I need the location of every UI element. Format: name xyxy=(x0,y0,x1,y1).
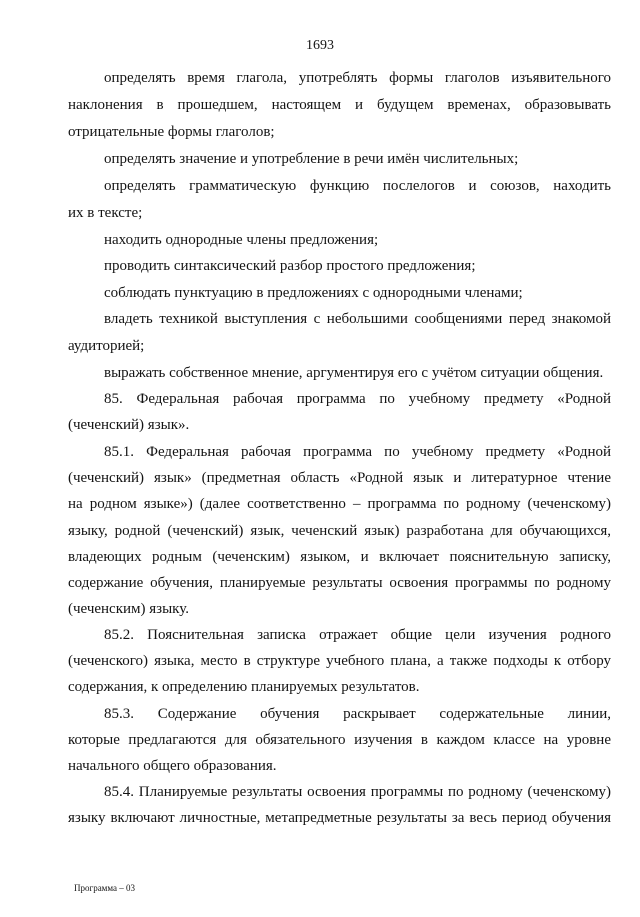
text-line: 85.1. Федеральная рабочая программа по учебному предмету «Родной xyxy=(104,444,611,460)
text-line: определять грамматическую функцию послелогов и союзов, находить xyxy=(104,178,611,194)
text-line: (чеченский) язык» (предметная область «Родной язык и литературное чтение xyxy=(68,470,611,486)
text-line: их в тексте; xyxy=(68,205,143,221)
text-line: определять время глагола, употреблять формы глаголов изъявительного xyxy=(104,70,611,86)
text-line: проводить синтаксический разбор простого предложения; xyxy=(104,258,476,274)
text-line: находить однородные члены предложения; xyxy=(104,232,379,248)
text-line: (чеченским) языку. xyxy=(68,601,189,617)
text-line: определять значение и употребление в речи имён числительных; xyxy=(104,151,519,167)
section-heading: 85. Федеральная рабочая программа по учебному предмету «Родной xyxy=(104,391,611,407)
text-line: начального общего образования. xyxy=(68,758,277,774)
text-line: (чеченского) языка, место в структуре учебного плана, а также подходы к отбору xyxy=(68,653,611,669)
text-line: соблюдать пунктуацию в предложениях с однородными членами; xyxy=(104,285,523,301)
text-line: которые предлагаются для обязательного изучения в каждом классе на уровне xyxy=(68,732,611,748)
page-footer: Программа – 03 xyxy=(74,883,136,893)
text-line: содержания, к определению планируемых результатов. xyxy=(68,679,420,695)
text-line: на родном языке») (далее соответственно – программа по родному (чеченскому) xyxy=(68,496,611,512)
text-line: аудиторией; xyxy=(68,338,145,354)
text-line: 85.3. Содержание обучения раскрывает содержательные линии, xyxy=(104,706,611,722)
text-line: содержание обучения, планируемые результаты освоения программы по родному xyxy=(68,575,611,591)
text-line: языку, родной (чеченский) язык, чеченский язык) разработана для обучающихся, xyxy=(68,523,611,539)
page-number: 1693 xyxy=(306,38,334,53)
text-line: выражать собственное мнение, аргументируя его с учётом ситуации общения. xyxy=(104,365,604,381)
text-line: языку включают личностные, метапредметные результаты за весь период обучения xyxy=(68,810,611,826)
text-line: отрицательные формы глаголов; xyxy=(68,124,275,140)
text-line: владеть техникой выступления с небольшими сообщениями перед знакомой xyxy=(104,311,611,327)
text-line: 85.4. Планируемые результаты освоения программы по родному (чеченскому) xyxy=(104,784,611,800)
section-heading: (чеченский) язык». xyxy=(68,417,190,433)
text-line: 85.2. Пояснительная записка отражает общие цели изучения родного xyxy=(104,627,611,643)
text-line: владеющих родным (чеченским) языком, и включает пояснительную записку, xyxy=(68,549,611,565)
text-line: наклонения в прошедшем, настоящем и будущем временах, образовывать xyxy=(68,97,611,113)
